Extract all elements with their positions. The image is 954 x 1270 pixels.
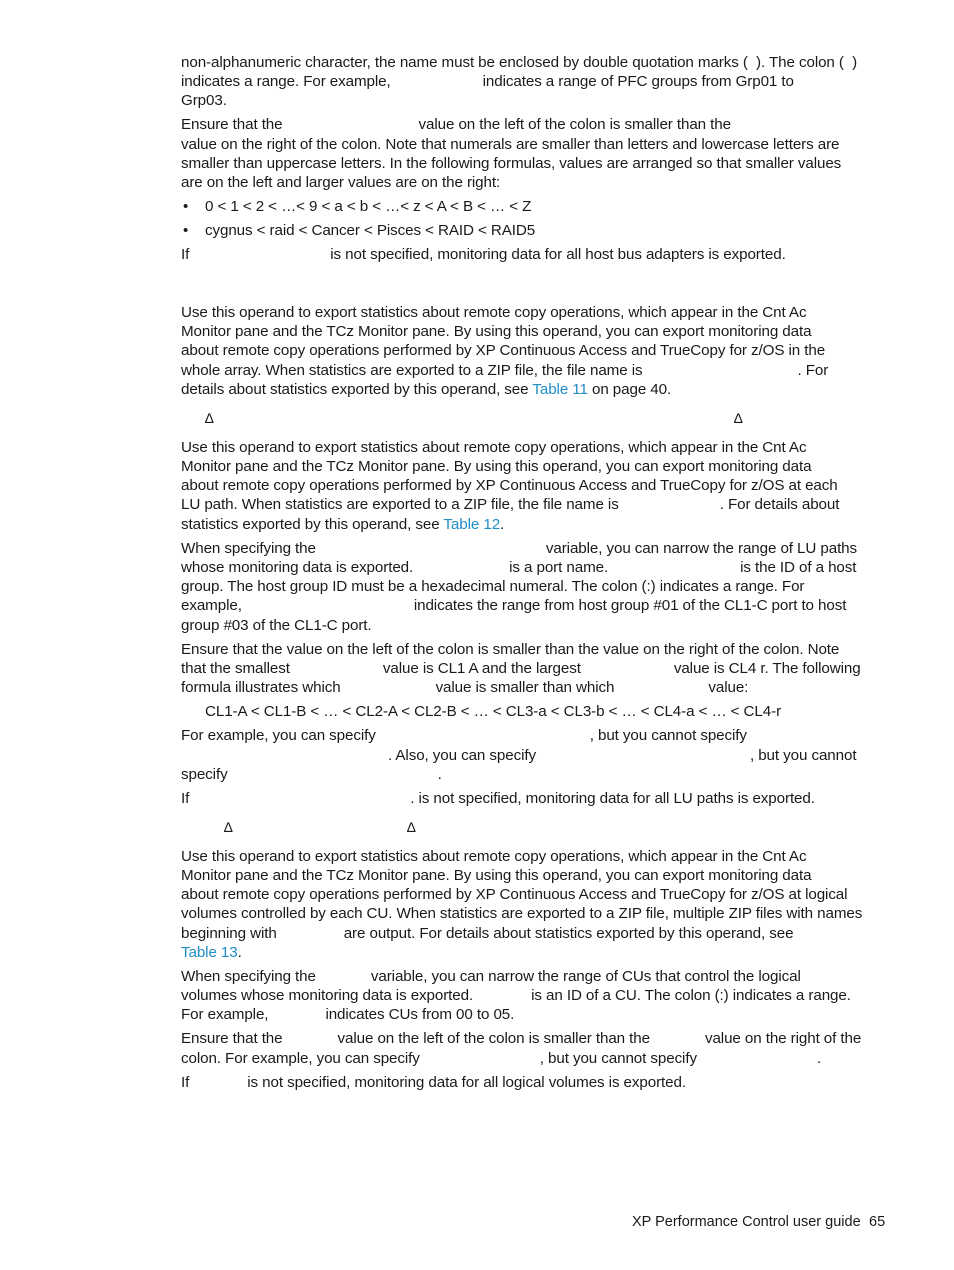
para3-a: If [181, 246, 190, 263]
para6-line3: group. The host group ID must be a hexadecimal numeral. The colon (:) indicates a range. For [181, 578, 805, 595]
para4-line4-b: . For [797, 362, 829, 379]
para8-line2-a: . Also, you can specify [388, 747, 536, 764]
para10-line1: Use this operand to export statistics about remote copy operations, which appear in the Cnt Ac [181, 848, 807, 865]
para10-line6-b: . [237, 944, 242, 961]
para13-a: If [181, 1074, 190, 1091]
para5-line5-a: statistics exported by this operand, see [181, 516, 440, 533]
footer-title: XP Performance Control user guide [632, 1214, 861, 1230]
para6-line4-b: indicates the range from host group #01 of the CL1-C port to host [413, 597, 847, 614]
para8-line1 [181, 726, 747, 745]
para6-line2 [181, 558, 856, 577]
para6-line2-c: is the ID of a host [740, 559, 857, 576]
para6-line1-a: When specifying the [181, 540, 316, 557]
para8-line3-a: specify [181, 766, 228, 783]
para1-line3: Grp03. [181, 92, 227, 109]
para11-line3-b: indicates CUs from 00 to 05. [325, 1006, 515, 1023]
para11-line2-a: volumes whose monitoring data is exported. [181, 987, 474, 1004]
para12-line1-a: Ensure that the [181, 1030, 283, 1047]
para6-line5: group #03 of the CL1-C port. [181, 617, 372, 634]
para1-line1: non-alphanumeric character, the name must be enclosed by double quotation marks ( ). The colon ( ) [181, 54, 858, 71]
para5-line5-b: . [500, 516, 505, 533]
para8-line2 [181, 746, 856, 765]
para3-line [181, 245, 786, 264]
para4-line2: Monitor pane and the TCz Monitor pane. By using this operand, you can export monitoring data [181, 323, 812, 340]
para2-line2: value on the right of the colon. Note that numerals are smaller than letters and lowercase letters are [181, 136, 840, 153]
para5-line4 [181, 495, 839, 514]
para6-line1-b: variable, you can narrow the range of LU paths [545, 540, 858, 557]
bullet-item-1: 0 < 1 < 2 < …< 9 < a < b < …< z < A < B < … < Z [205, 198, 532, 215]
para7-line3-b: value is smaller than which [435, 679, 615, 696]
bullet-marker: • [183, 222, 189, 239]
para2-line3: smaller than uppercase letters. In the following formulas, values are arranged so that smaller values [181, 155, 842, 172]
para10-line2: Monitor pane and the TCz Monitor pane. By using this operand, you can export monitoring data [181, 867, 812, 884]
para10-line3: about remote copy operations performed by XP Continuous Access and TrueCopy for z/OS at logical [181, 886, 848, 903]
para5-line4-a: LU path. When statistics are exported to a ZIP file, the file name is [181, 496, 619, 513]
para12-line1 [181, 1029, 861, 1048]
delta-symbol: ∆ [224, 819, 233, 835]
para12-line2-a: colon. For example, you can specify [181, 1050, 420, 1067]
para13-line [181, 1073, 686, 1092]
port-order-formula: CL1-A < CL1-B < … < CL2-A < CL2-B < … < CL3-a < CL3-b < … < CL4-a < … < CL4-r [205, 703, 782, 720]
para10-line5-a: beginning with [181, 925, 277, 942]
para7-line3-a: formula illustrates which [181, 679, 341, 696]
para12-line2-c: . [816, 1050, 822, 1067]
para8-line1-b: , but you cannot specify [589, 727, 747, 744]
para13-b: is not specified, monitoring data for all logical volumes is exported. [247, 1074, 686, 1091]
para8-line3 [181, 765, 442, 784]
para5-line2: Monitor pane and the TCz Monitor pane. By using this operand, you can export monitoring data [181, 458, 812, 475]
para4-line4-a: whole array. When statistics are exported to a ZIP file, the file name is [181, 362, 643, 379]
para2-line1-b: value on the left of the colon is smaller than the [418, 116, 731, 133]
para7-line2-c: value is CL4 r. The following [673, 660, 861, 677]
para12-line2-b: , but you cannot specify [539, 1050, 697, 1067]
para6-line2-b: is a port name. [509, 559, 609, 576]
para2-line1 [181, 115, 731, 134]
para7-line2-a: that the smallest [181, 660, 290, 677]
para12-line1-b: value on the left of the colon is smaller than the [337, 1030, 650, 1047]
para10-line4: volumes controlled by each CU. When statistics are exported to a ZIP file, multiple ZIP files with names [181, 905, 863, 922]
page-number: 65 [869, 1214, 886, 1230]
para7-line1: Ensure that the value on the left of the colon is smaller than the value on the right of the colon. Note [181, 641, 840, 658]
para11-line1-b: variable, you can narrow the range of CUs that control the logical [370, 968, 801, 985]
para8-line2-b: , but you cannot [749, 747, 857, 764]
para1-line2 [181, 72, 794, 91]
para9-a: If [181, 790, 190, 807]
para5-line3: about remote copy operations performed by XP Continuous Access and TrueCopy for z/OS at each [181, 477, 838, 494]
para12-line2 [181, 1049, 821, 1068]
para6-line2-a: whose monitoring data is exported. [181, 559, 414, 576]
para4-line5-b: on page 40. [591, 381, 672, 398]
para8-line1-a: For example, you can specify [181, 727, 376, 744]
para7-line3-c: value: [708, 679, 749, 696]
para6-line1 [181, 539, 857, 558]
table-12-link[interactable]: Table 12 [443, 516, 501, 533]
delta-symbol: ∆ [407, 819, 416, 835]
para11-line2-b: is an ID of a CU. The colon (:) indicates a range. [531, 987, 851, 1004]
bullet-item-2: cygnus < raid < Cancer < Pisces < RAID < RAID5 [205, 222, 536, 239]
para7-line2 [181, 659, 861, 678]
para4-line5 [181, 380, 671, 399]
table-11-link[interactable]: Table 11 [532, 381, 588, 398]
para3-b: is not specified, monitoring data for all host bus adapters is exported. [330, 246, 786, 263]
delta-symbol: ∆ [205, 410, 214, 426]
para6-line4 [181, 596, 846, 615]
para4-line3: about remote copy operations performed by XP Continuous Access and TrueCopy for z/OS in the [181, 342, 826, 359]
para5-line4-b: . For details about [719, 496, 840, 513]
para4-line4 [181, 361, 828, 380]
para8-line3-b: . [437, 766, 442, 783]
bullet-marker: • [183, 198, 189, 215]
para4-line1: Use this operand to export statistics about remote copy operations, which appear in the Cnt Ac [181, 304, 807, 321]
para9-b: . is not specified, monitoring data for all LU paths is exported. [410, 790, 815, 807]
para10-line5-b: are output. For details about statistics exported by this operand, see [343, 925, 794, 942]
para9-line [181, 789, 815, 808]
para5-line5 [181, 515, 504, 534]
para11-line1-a: When specifying the [181, 968, 316, 985]
delta-symbol: ∆ [734, 410, 743, 426]
table-13-link[interactable]: Table 13 [181, 944, 238, 961]
para1-line2-b: indicates a range of PFC groups from Grp01 to [482, 73, 794, 90]
para11-line3-a: For example, [181, 1006, 269, 1023]
para2-line1-a: Ensure that the [181, 116, 283, 133]
para6-line4-a: example, [181, 597, 242, 614]
para4-line5-a: details about statistics exported by this operand, see [181, 381, 529, 398]
para5-line1: Use this operand to export statistics about remote copy operations, which appear in the Cnt Ac [181, 439, 807, 456]
para11-line1 [181, 967, 801, 986]
para1-line2-a: indicates a range. For example, [181, 73, 391, 90]
para2-line4: are on the left and larger values are on the right: [181, 174, 501, 191]
para12-line1-c: value on the right of the [704, 1030, 862, 1047]
para7-line2-b: value is CL1 A and the largest [382, 660, 581, 677]
para11-line3 [181, 1005, 514, 1024]
para10-line6 [181, 943, 242, 962]
para7-line3 [181, 678, 748, 697]
para11-line2 [181, 986, 851, 1005]
para10-line5 [181, 924, 793, 943]
